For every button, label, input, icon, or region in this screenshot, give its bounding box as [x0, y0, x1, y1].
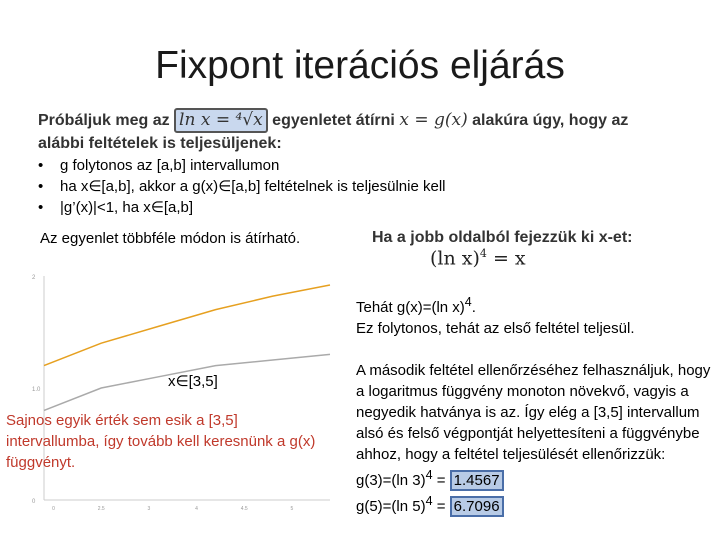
- bullet-icon: •: [38, 157, 44, 174]
- function-chart: [30, 268, 340, 514]
- x-tick-label: 5: [290, 506, 294, 512]
- explanation-text: A második feltétel ellenőrzéséhez felhasználjuk, hogy a logaritmus függvény monoton növekvő, vagyis a negyedik hatványa is az. Így elég a [3,5] intervallum alsó és felső végpontját helyettesíteni a függvénybe ahhoz, hogy a feltétel teljesülését ellenőrizzük: g(3)=(ln 3)$^4$ = 1.4567 g(5)=(ln 5)$^4$ = 6.7096: [356, 360, 718, 517]
- g-form: x = g(x): [399, 110, 468, 130]
- rhs-equation: (ln x)$^4$ = x: [430, 247, 526, 270]
- g5-line: g(5)=(ln 5)$^4$ = 6.7096: [356, 491, 718, 517]
- range-label: x∈[3,5]: [168, 373, 218, 390]
- rhs-text: Ha a jobb oldalból fejezzük ki x-et:: [372, 229, 633, 246]
- intro-suffix: alakúra úgy, hogy az alábbi feltételek is teljesüljenek:: [38, 112, 629, 152]
- bullet-icon: •: [38, 178, 44, 195]
- x-tick-label: 4: [195, 506, 198, 512]
- x-tick-label: 2.5: [97, 506, 105, 512]
- intro-middle: egyenletet átírni: [272, 112, 395, 129]
- y-tick-label: 0: [32, 499, 36, 505]
- intro-text: [38, 108, 678, 154]
- g3-value: 1.4567: [450, 470, 504, 491]
- series-line-1: [44, 285, 330, 366]
- x-tick-label: 0: [52, 506, 55, 512]
- tehat-text: Tehát g(x)=(ln x)$^4$. Ez folytonos, tehát az első feltétel teljesül.: [356, 295, 635, 337]
- intro-prefix: Próbáljuk meg az: [38, 112, 170, 129]
- g5-value: 6.7096: [450, 496, 504, 517]
- x-tick-label: 3: [147, 506, 151, 512]
- page-title: Fixpont iterációs eljárás: [155, 44, 565, 87]
- rewrite-note: Az egyenlet többféle módon is átírható.: [40, 230, 301, 247]
- warning-text: Sajnos egyik érték sem esik a [3,5] intervallumba, így tovább kell keresnünk a g(x) függvényt.: [6, 412, 316, 471]
- list-item: • |g’(x)|<1, ha x∈[a,b]: [38, 199, 194, 216]
- g3-line: g(3)=(ln 3)$^4$ = 1.4567: [356, 465, 718, 491]
- bullet-icon: •: [38, 199, 44, 216]
- condition-list: [38, 155, 445, 218]
- y-tick-label: 2: [32, 275, 36, 281]
- y-tick-label: 1.0: [32, 387, 41, 393]
- equation-box: ln x = ⁴√x: [174, 108, 268, 133]
- x-tick-label: 4.5: [240, 506, 248, 512]
- list-item: • g folytonos az [a,b] intervallumon: [38, 157, 280, 174]
- list-item: • ha x∈[a,b], akkor a g(x)∈[a,b] feltételnek is teljesülnie kell: [38, 178, 446, 195]
